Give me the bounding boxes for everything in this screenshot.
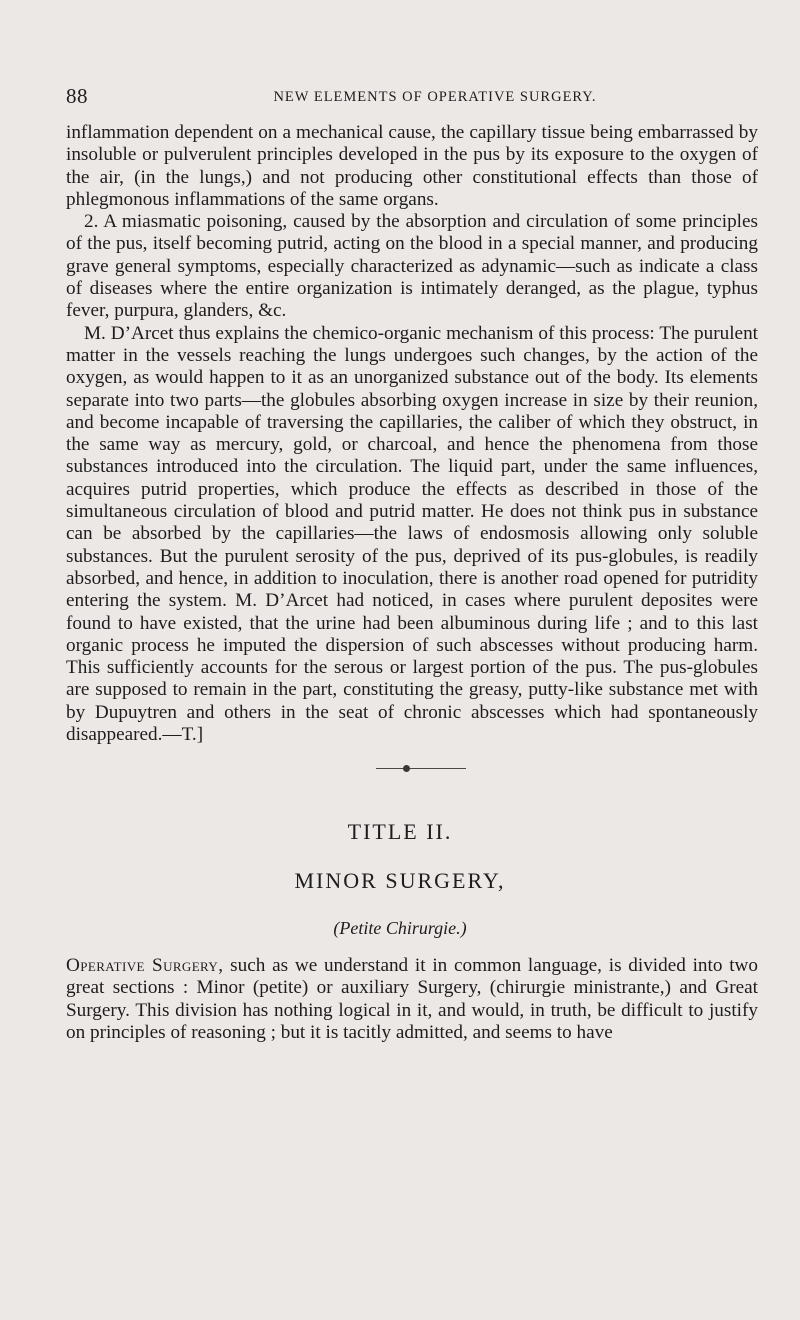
section-title: TITLE II. [347,819,453,844]
paragraph-2: 2. A miasmatic poisoning, caused by the absorption and circulation of some principles of the pus, itself becoming putrid, acting on the blood in a special manner, and producing grave general symptoms, especially characterized as adynamic—such as indicate a class of diseases where the entire organization is intimately deranged, as the plague, typhus fever, purpura, glanders, &c. [66,211,758,322]
section-text [66,955,758,1044]
section-lead: Operative Surgery, [66,955,224,976]
main-text [66,122,758,746]
page-header [66,84,766,112]
section-subtitle: MINOR SURGERY, [294,868,506,893]
paragraph-1: inflammation dependent on a mechanical cause, the capillary tissue being embarrassed by insoluble or pulverulent principles developed in the pus by its exposure to the oxygen of the air, (in the lungs,) and not producing other constitutional effects than those of phlegmonous inflammations of the same organs. [66,122,758,210]
section-paragraph [66,955,758,1044]
section-note: (Petite Chirurgie.) [333,918,467,938]
section-divider-ornament [403,765,410,772]
section-divider [376,768,466,769]
page-number: 88 [66,84,88,108]
running-head: NEW ELEMENTS OF OPERATIVE SURGERY. [273,89,597,105]
paragraph-3: M. D’Arcet thus explains the chemico-organic mechanism of this process: The purulent matter in the vessels reaching the lungs undergoes such changes, by the action of the oxygen, as would happen to it as an unorganized substance out of the body. Its elements separate into two parts—the globules absorbing oxygen increase in size by their reunion, and become incapable of traversing the capillaries, the caliber of which they obstruct, in the same way as mercury, gold, or charcoal, and hence the phenomena from those substances introduced into the circulation. The liquid part, under the same influences, acquires putrid properties, which produce the effects as described in those of the simultaneous circulation of blood and putrid matter. He does not think pus in substance can be absorbed by the capillaries—the laws of endosmosis allowing only soluble substances. But the purulent serosity of the pus, deprived of its pus-globules, is readily absorbed, and hence, in addition to inoculation, there is another road opened for putridity entering the system. M. D’Arcet had noticed, in cases where purulent deposites were found to have existed, that the urine had been albuminous during life ; and to this last organic process he imputed the dispersion of such abscesses without producing harm. This sufficiently accounts for the serous or largest portion of the pus. The pus-globules are supposed to remain in the part, constituting the greasy, putty-like substance met with by Dupuytren and others in the seat of chronic abscesses which had spontaneously disappeared.—T.] [66,322,758,746]
section-body: such as we understand it in common language, is divided into two great sections : Minor (petite) or auxiliary Surgery, (chirurgie ministrante,) and Great Surgery. This division has nothing logical in it, and would, in truth, be difficult to justify on principles of reasoning ; but it is tacitly admitted, and seems to have [66,955,758,1043]
